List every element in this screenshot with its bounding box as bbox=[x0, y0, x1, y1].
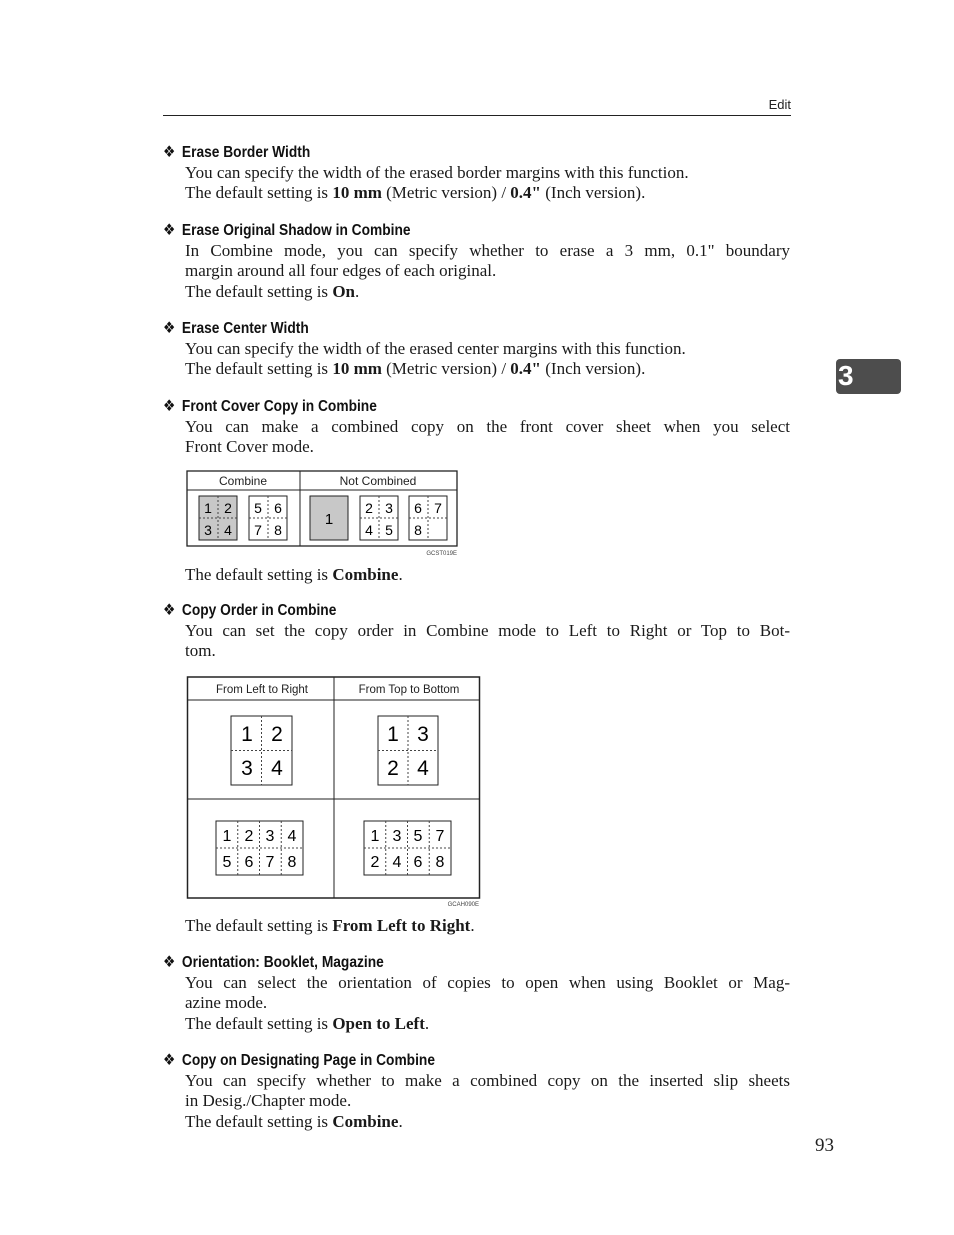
column-label-left-to-right: From Left to Right bbox=[215, 684, 309, 696]
page-number: 3 bbox=[265, 828, 275, 845]
figure-code: GCST019E bbox=[426, 551, 457, 557]
section-title: ❖ Front Cover Copy in Combine bbox=[163, 398, 377, 415]
top-to-bottom-4up bbox=[378, 716, 438, 785]
page-number: 6 bbox=[244, 854, 254, 871]
page-number: 5 bbox=[413, 828, 423, 845]
body-line: You can set the copy order in Combine mode to Left to Right or Top to Bot- bbox=[185, 621, 790, 640]
body-line: The default setting is 10 mm (Metric version) / 0.4" (Inch version). bbox=[185, 359, 646, 379]
copy-order-figure bbox=[186, 676, 482, 912]
page-number: 1 bbox=[370, 828, 380, 845]
section-copy-designating-page bbox=[163, 1051, 793, 1132]
page-number: 5 bbox=[222, 854, 232, 871]
page-number: 6 bbox=[274, 500, 282, 516]
body-line: You can specify whether to make a combined copy on the inserted slip sheets bbox=[185, 1071, 790, 1090]
diamond-bullet-icon: ❖ bbox=[163, 602, 176, 619]
diamond-bullet-icon: ❖ bbox=[163, 222, 176, 239]
diamond-bullet-icon: ❖ bbox=[163, 398, 176, 415]
diamond-bullet-icon: ❖ bbox=[163, 1052, 176, 1069]
diamond-bullet-icon: ❖ bbox=[163, 320, 176, 337]
page-number: 7 bbox=[435, 828, 445, 845]
left-to-right-8up bbox=[216, 821, 303, 875]
column-label-combine: Combine bbox=[218, 474, 268, 488]
default-setting: The default setting is On. bbox=[185, 281, 360, 301]
page-number: 4 bbox=[365, 522, 373, 538]
body-line: The default setting is 10 mm (Metric version) / 0.4" (Inch version). bbox=[185, 183, 646, 203]
header-rule bbox=[163, 115, 791, 116]
body-line: In Combine mode, you can specify whether to erase a 3 mm, 0.1" boundary bbox=[185, 241, 790, 260]
section-title: ❖ Erase Border Width bbox=[163, 144, 311, 161]
page-number: 8 bbox=[435, 854, 445, 871]
page-number: 1 bbox=[241, 723, 253, 746]
column-label-not-combined: Not Combined bbox=[339, 474, 417, 488]
page-number: 8 bbox=[274, 522, 282, 538]
page-number: 7 bbox=[254, 522, 262, 538]
body-line: You can specify the width of the erased border margins with this function. bbox=[185, 163, 689, 182]
default-setting: The default setting is Open to Left. bbox=[185, 1013, 430, 1033]
page-number: 4 bbox=[287, 828, 297, 845]
page-number: 2 bbox=[387, 757, 399, 780]
body-line: margin around all four edges of each original. bbox=[185, 261, 497, 281]
default-setting: The default setting is From Left to Right. bbox=[185, 916, 475, 935]
section-erase-original-shadow bbox=[163, 221, 793, 302]
left-to-right-4up bbox=[231, 716, 292, 785]
page-number: 2 bbox=[244, 828, 254, 845]
chapter-tab bbox=[836, 359, 901, 394]
page-number: 6 bbox=[414, 500, 422, 516]
page-number: 4 bbox=[271, 757, 283, 780]
body-line: in Desig./Chapter mode. bbox=[185, 1091, 352, 1111]
chapter-number: 3 bbox=[838, 360, 854, 391]
front-cover-figure bbox=[186, 470, 460, 560]
page-number: 8 bbox=[287, 854, 297, 871]
page-number: 3 bbox=[241, 757, 253, 780]
section-title: ❖ Copy Order in Combine bbox=[163, 602, 337, 619]
page-number: 8 bbox=[414, 522, 422, 538]
not-combined-sheet-2 bbox=[409, 496, 447, 540]
body-line: azine mode. bbox=[185, 993, 268, 1013]
page-number: 2 bbox=[365, 500, 373, 516]
cover-sheet bbox=[310, 496, 348, 540]
page-number: 3 bbox=[392, 828, 402, 845]
body-line: tom. bbox=[185, 641, 216, 661]
body-line: You can specify the width of the erased center margins with this function. bbox=[185, 339, 686, 358]
page-number: 1 bbox=[204, 500, 212, 516]
page-number: 6 bbox=[413, 854, 423, 871]
diamond-bullet-icon: ❖ bbox=[163, 954, 176, 971]
page-number: 3 bbox=[385, 500, 393, 516]
page-number: 4 bbox=[417, 757, 429, 780]
default-setting: The default setting is Combine. bbox=[185, 565, 403, 584]
page-number: 7 bbox=[265, 854, 275, 871]
section-erase-border-width bbox=[163, 143, 793, 204]
page-number: 2 bbox=[271, 723, 283, 746]
page-number: 7 bbox=[434, 500, 442, 516]
combined-sheet-1 bbox=[199, 496, 237, 540]
page-number: 3 bbox=[204, 522, 212, 538]
section-title: ❖ Copy on Designating Page in Combine bbox=[163, 1052, 435, 1069]
page-number: 1 bbox=[222, 828, 232, 845]
body-line: You can make a combined copy on the front cover sheet when you select bbox=[185, 417, 790, 436]
page-number: 4 bbox=[392, 854, 402, 871]
section-front-cover-copy bbox=[163, 397, 793, 458]
page-number: 5 bbox=[385, 522, 393, 538]
section-title: ❖ Erase Original Shadow in Combine bbox=[163, 222, 411, 239]
section-orientation bbox=[163, 953, 793, 1034]
combined-sheet-2 bbox=[249, 496, 287, 540]
running-header: Edit bbox=[768, 97, 791, 112]
section-erase-center-width bbox=[163, 319, 793, 380]
column-label-top-to-bottom: From Top to Bottom bbox=[358, 684, 460, 696]
body-line: Front Cover mode. bbox=[185, 437, 314, 457]
page-number: 2 bbox=[370, 854, 380, 871]
page-number: 5 bbox=[254, 500, 262, 516]
page-number: 3 bbox=[417, 723, 429, 746]
diamond-bullet-icon: ❖ bbox=[163, 144, 176, 161]
section-title: ❖ Erase Center Width bbox=[163, 320, 309, 337]
page-number: 2 bbox=[224, 500, 232, 516]
page-number: 4 bbox=[224, 522, 232, 538]
section-title: ❖ Orientation: Booklet, Magazine bbox=[163, 954, 384, 971]
section-copy-order bbox=[163, 601, 793, 662]
page-number: 93 bbox=[815, 1135, 834, 1156]
page-number: 1 bbox=[387, 723, 399, 746]
top-to-bottom-8up bbox=[364, 821, 451, 875]
body-line: You can select the orientation of copies to open when using Booklet or Mag- bbox=[185, 973, 790, 992]
default-setting: The default setting is Combine. bbox=[185, 1111, 403, 1131]
figure-code: GCAH090E bbox=[447, 902, 479, 908]
not-combined-sheet-1 bbox=[360, 496, 398, 540]
page-number: 1 bbox=[324, 511, 334, 528]
